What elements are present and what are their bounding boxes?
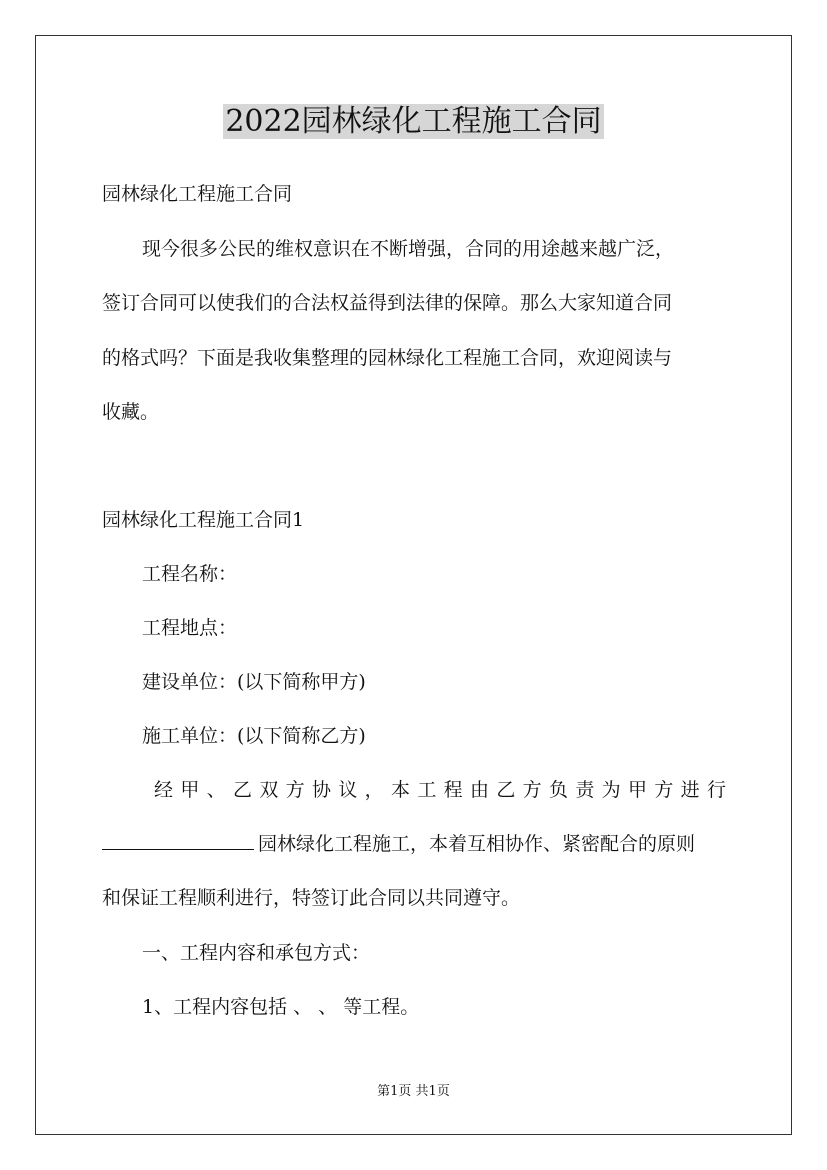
agreement-line-3: 和保证工程顺利进行，特签订此合同以共同遵守。 <box>102 887 521 909</box>
field-project-name: 工程名称： <box>142 563 238 585</box>
page-footer: 第1页 共1页 <box>377 1084 450 1099</box>
document-subtitle: 园林绿化工程施工合同 <box>102 183 293 205</box>
intro-line-4: 收藏。 <box>102 401 160 423</box>
clause-heading: 一、工程内容和承包方式： <box>142 942 371 964</box>
clause-item-1: 1、工程内容包括 、 、 等工程。 <box>142 996 420 1018</box>
field-project-location: 工程地点： <box>142 617 238 639</box>
intro-line-1: 现今很多公民的维权意识在不断增强，合同的用途越来越广泛， <box>142 238 675 260</box>
blank-fill-line <box>102 831 254 850</box>
intro-line-2: 签订合同可以使我们的合法权益得到法律的保障。那么大家知道合同 <box>102 292 673 314</box>
document-title <box>0 100 827 144</box>
field-builder: 建设单位：(以下简称甲方) <box>142 671 366 693</box>
document-title-text: 2022园林绿化工程施工合同 <box>225 104 602 139</box>
agreement-line-1: 经甲、乙双方协议，本工程由乙方负责为甲方进行 <box>154 779 726 801</box>
section-heading: 园林绿化工程施工合同1 <box>102 509 305 531</box>
field-contractor: 施工单位：(以下简称乙方) <box>142 725 366 747</box>
agreement-line-2 <box>102 830 726 858</box>
intro-line-3: 的格式吗？下面是我收集整理的园林绿化工程施工合同，欢迎阅读与 <box>102 347 673 369</box>
agreement-line-2-text: 园林绿化工程施工，本着互相协作、紧密配合的原则 <box>258 833 696 855</box>
